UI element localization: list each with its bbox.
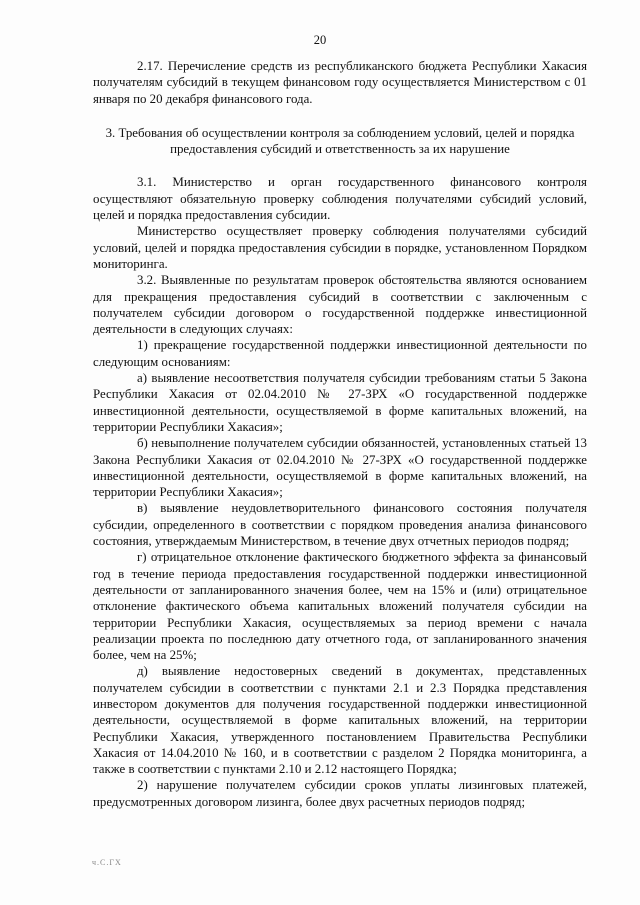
- footer-mark: ч.С.ГХ: [92, 858, 122, 867]
- list-item-b: б) невыполнение получателем субсидии обязанностей, установленных статьей 13 Закона Республики Хакасия от 02.04.2010 № 27-ЗРХ «О государственной поддержке инвестиционной деятельности, осуществляемой в форме капитальных вложений, на территории Республики Хакасия»;: [93, 436, 587, 500]
- paragraph-ministry-check: Министерство осуществляет проверку соблюдения получателями субсидий условий, целей и порядка предоставления субсидии в порядке, установленном Порядком мониторинга.: [93, 224, 587, 271]
- list-item-a: а) выявление несоответствия получателя субсидии требованиям статьи 5 Закона Республики Хакасия от 02.04.2010 № 27-ЗРХ «О государственной поддержке инвестиционной деятельности, осуществляемой в форме капитальных вложений, на территории Республики Хакасия»;: [93, 371, 587, 434]
- paragraph-3-1: 3.1. Министерство и орган государственного финансового контроля осуществляют обязательную проверку соблюдения получателями субсидий условий, целей и порядка предоставления субсидии.: [93, 175, 587, 223]
- list-item-v: в) выявление неудовлетворительного финансового состояния получателя субсидии, определенного в соответствии с порядком проведения анализа финансового состояния, утверждаемым Министерством, в течение двух отчетных периодов подряд;: [93, 501, 587, 549]
- document-body: [93, 58, 587, 810]
- list-item-d: д) выявление недостоверных сведений в документах, представленных получателем субсидии в соответствии с пунктами 2.1 и 2.3 Порядка представления инвестором документов для получения государственной поддержки инвестиционной деятельности, осуществляемой в форме капитальных вложений, на территории Республики Хакасия, утвержденного постановлением Правительства Республики Хакасия от 14.04.2010 № 160, и в соответствии с разделом 2 Порядка мониторинга, а также в соответствии с пунктами 2.10 и 2.12 настоящего Порядка;: [93, 664, 587, 777]
- paragraph-3-2: 3.2. Выявленные по результатам проверок обстоятельства являются основанием для прекращения предоставления субсидий в соответствии с заключенным с получателем субсидии договором о государственной поддержке инвестиционной деятельности в следующих случаях:: [93, 273, 587, 337]
- list-item-g: г) отрицательное отклонение фактического бюджетного эффекта за финансовый год в течение периода предоставления государственной поддержки инвестиционной деятельности от запланированного значения более, чем на 15% и (или) отрицательное отклонение фактического объема капитальных вложений получателя субсидии на территории Республики Хакасия, осуществляемых за период времени с начала реализации проекта по последнюю дату отчетного года, от запланированного значения более, чем на 25%;: [93, 550, 587, 663]
- list-item-1: 1) прекращение государственной поддержки инвестиционной деятельности по следующим основаниям:: [93, 338, 587, 369]
- page-number: 20: [313, 33, 327, 47]
- list-item-2: 2) нарушение получателем субсидии сроков уплаты лизинговых платежей, предусмотренных договором лизинга, более двух расчетных периодов подряд;: [93, 778, 587, 809]
- section-heading: 3. Требования об осуществлении контроля за соблюдением условий, целей и порядка предоставления субсидий и ответственность за их нарушение: [105, 125, 575, 157]
- paragraph-2-17: 2.17. Перечисление средств из республиканского бюджета Республики Хакасия получателям субсидий в текущем финансовом году осуществляется Министерством с 01 января по 20 декабря финансового года.: [93, 59, 587, 106]
